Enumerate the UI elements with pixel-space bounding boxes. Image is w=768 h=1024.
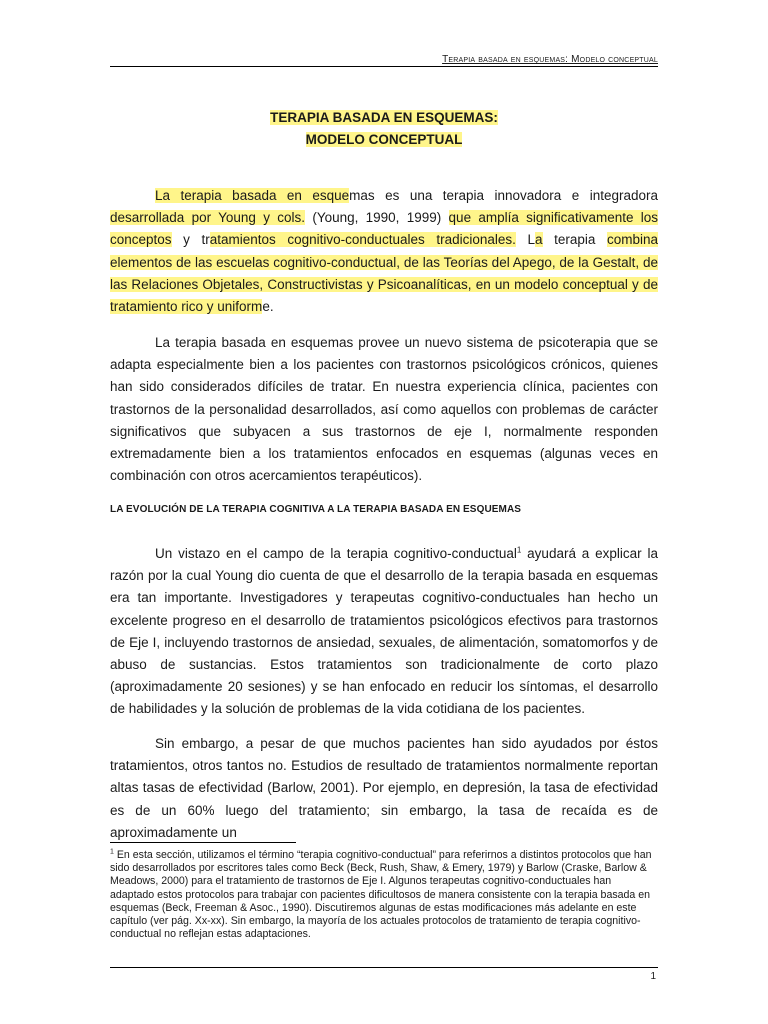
footnote-number: 1: [110, 848, 114, 856]
text-segment: mas: [349, 188, 375, 203]
title-line-1: TERAPIA BASADA EN ESQUEMAS:: [270, 110, 498, 125]
text-segment: (Young, 1990, 1999): [305, 210, 449, 226]
paragraph-intro: [110, 185, 658, 318]
paragraph-text: ayudará a explicar la razón por la cual Young dio cuenta de que el desarrollo de la terapia basada en esquemas era tan importante. Investigadores y terapeutas cognitivo-conductuales han hecho un excelente progreso en el desarrollo de tratamientos psicológicos efectivos para trastornos de Eje I, incluyendo trastornos de ansiedad, sexuales, de alimentación, somatomorfos y de abuso de sustancias. Estos tratamientos son tradicionalmente de corto plazo (aproximadamente 20 sesiones) y se han enfocado en reducir los síntomas, el desarrollo de habilidades y la solución de problemas de la vida cotidiana de los pacientes.: [110, 546, 659, 717]
footnote-rule: [110, 842, 296, 843]
text-segment: La terapia basada en esque: [155, 188, 350, 203]
paragraph-text: Sin embargo, a pesar de que muchos pacientes han sido ayudados por éstos tratamientos, otros tantos no. Estudios de resultado de tratamientos normalmente reportan altas tasas de efectividad (Barlow, 2001). Por ejemplo, en depresión, la tasa de efectividad es de un 60% luego del tratamiento; sin embargo, la tasa de recaída es de aproximadamente un: [110, 736, 658, 840]
paragraph-fourth: [110, 733, 658, 844]
text-segment: atamientos cognitivo-conductuales tradicionales.: [209, 232, 516, 248]
text-segment: a: [534, 232, 543, 248]
page-number: 1: [650, 971, 656, 982]
footnote-reference[interactable]: 1: [516, 545, 522, 555]
footer-rule: [110, 967, 658, 968]
footnote-text: En esta sección, utilizamos el término “terapia cognitivo-conductual” para referirnos a distintos protocolos que han sido desarrollados por escritores tales como Beck (Beck, Rush, Shaw, & Emery, 1979) y Barlow (Craske, Barlow & Meadows, 2000) para el tratamiento de trastornos de Eje I. Algunos terapeutas cognitivo-conductuales han adaptado estos protocolos para trabajar con pacientes dificultosos de manera consistente con la terapia basada en esquemas (Beck, Freeman & Asoc., 1990). Discutiremos algunas de estas modificaciones más adelante en este capítulo (ver pág. Xx-xx). Sin embargo, la mayoría de los actuales protocolos de tratamiento de terapia cognitivo-conductual no reflejan estas adaptaciones.: [110, 849, 652, 941]
title-line-2: MODELO CONCEPTUAL: [305, 132, 463, 147]
text-segment: es una terapia innovadora e integradora: [374, 188, 658, 203]
paragraph-second: [110, 332, 658, 487]
paragraph-third: [110, 543, 658, 721]
running-header: Terapia basada en esquemas: Modelo conceptual: [442, 54, 658, 65]
text-segment: desarrollada por Young y cols.: [110, 210, 306, 226]
text-segment: combina elementos de las escuelas cognitivo-conductual, de las Teorías del Apego, de la Gestalt, de las Relaciones Objetales, Constructivistas y Psicoanalíticas, en un modelo conceptual y de tratamiento rico y uniform: [110, 232, 659, 315]
paragraph-text: Un vistazo en el campo de la terapia cognitivo-conductual: [155, 546, 517, 561]
text-segment: L: [515, 232, 535, 248]
text-segment: y tr: [171, 232, 210, 248]
header-rule: [110, 66, 658, 67]
text-segment: que amplía significativamente los conceptos: [110, 210, 659, 248]
text-segment: e.: [262, 299, 274, 315]
footnote: [110, 849, 658, 941]
paragraph-text: La terapia basada en esquemas provee un nuevo sistema de psicoterapia que se adapta especialmente bien a los pacientes con trastornos psicológicos crónicos, quienes han sido considerados difíciles de tratar. En nuestra experiencia clínica, pacientes con trastornos de la personalidad desarrollados, así como aquellos con problemas de carácter significativos que subyacen a sus trastornos de eje I, normalmente responden extremadamente bien a los tratamientos enfocados en esquemas (algunas veces en combinación con otros acercamientos terapéuticos).: [110, 335, 658, 484]
section-heading: LA EVOLUCIÓN DE LA TERAPIA COGNITIVA A LA TERAPIA BASADA EN ESQUEMAS: [110, 504, 522, 515]
document-title: [110, 107, 658, 151]
text-segment: terapia: [542, 232, 607, 248]
